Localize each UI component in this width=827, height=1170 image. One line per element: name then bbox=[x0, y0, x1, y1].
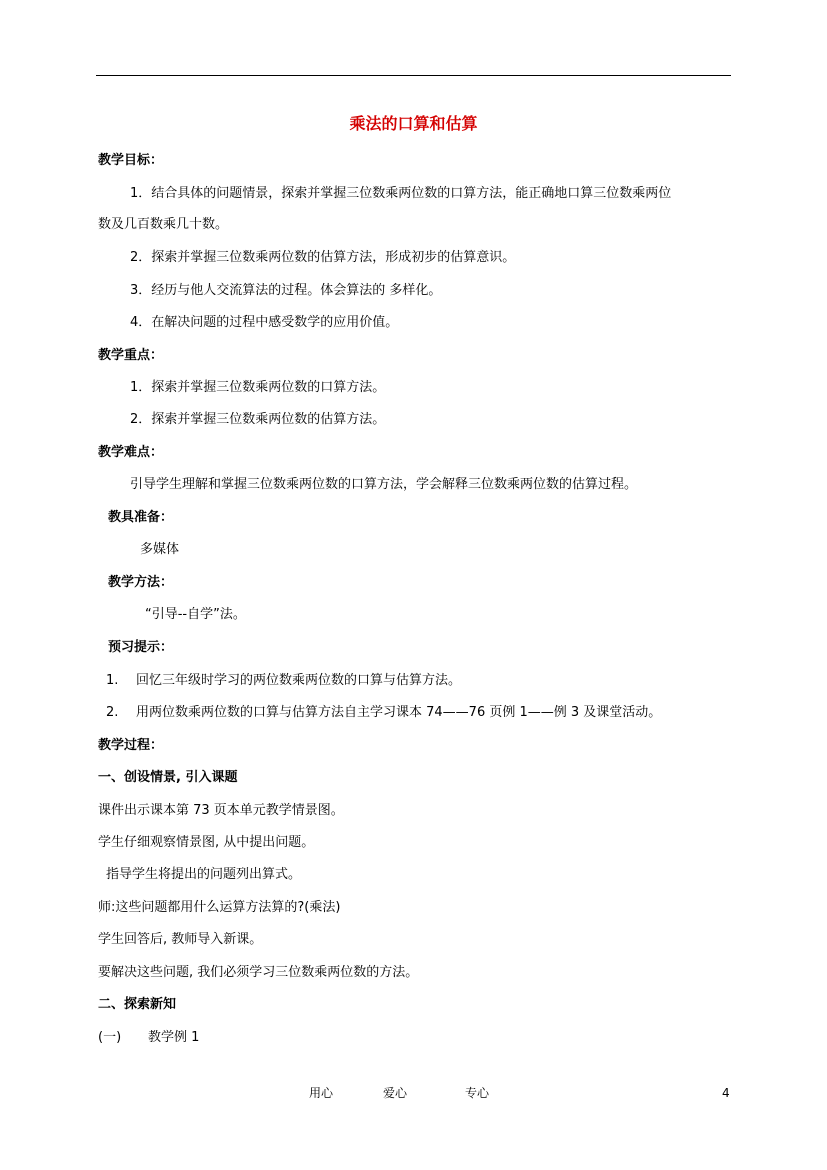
objective-item-3: 3．经历与他人交流算法的过程。体会算法的 多样化。 bbox=[130, 283, 442, 298]
footer-item-3: 专心 bbox=[465, 1086, 490, 1100]
objective-item-4: 4．在解决问题的过程中感受数学的应用价值。 bbox=[130, 315, 399, 330]
page-number: 4 bbox=[722, 1086, 730, 1100]
document-title: 乘法的口算和估算 bbox=[349, 114, 478, 133]
key-point-item-1: 1．探索并掌握三位数乘两位数的口算方法。 bbox=[130, 380, 386, 395]
objectives-heading: 教学目标： bbox=[98, 153, 164, 168]
method-text: “引导--自学”法。 bbox=[145, 607, 246, 622]
preview-item-2-text: 用两位数乘两位数的口算与估算方法自主学习课本 74——76 页例 1——例 3 及课堂活动。 bbox=[136, 705, 662, 720]
process-line-1: 课件出示课本第 73 页本单元教学情景图。 bbox=[98, 803, 344, 818]
process-line-5: 学生回答后, 教师导入新课。 bbox=[98, 932, 263, 947]
footer-item-1: 用心 bbox=[309, 1086, 334, 1100]
preview-item-1-text: 回忆三年级时学习的两位数乘两位数的口算与估算方法。 bbox=[136, 673, 462, 688]
process-part2-heading: 二、探索新知 bbox=[98, 997, 177, 1012]
difficulties-text: 引导学生理解和掌握三位数乘两位数的口算方法，学会解释三位数乘两位数的估算过程。 bbox=[130, 477, 638, 492]
footer-item-2: 爱心 bbox=[383, 1086, 408, 1100]
objective-item-2: 2．探索并掌握三位数乘两位数的估算方法，形成初步的估算意识。 bbox=[130, 250, 516, 265]
process-line-4: 师:这些问题都用什么运算方法算的?(乘法) bbox=[98, 900, 341, 915]
process-part1-heading: 一、创设情景, 引入课题 bbox=[98, 770, 238, 785]
key-points-heading: 教学重点： bbox=[98, 348, 164, 363]
objective-item-1: 1．结合具体的问题情景，探索并掌握三位数乘两位数的口算方法，能正确地口算三位数乘两位 bbox=[130, 186, 672, 201]
process-sub-text: 教学例 1 bbox=[148, 1030, 200, 1045]
header-rule bbox=[96, 75, 731, 76]
preview-item-1-number: 1. bbox=[106, 673, 119, 688]
process-heading: 教学过程： bbox=[98, 738, 164, 753]
key-point-item-2: 2．探索并掌握三位数乘两位数的估算方法。 bbox=[130, 412, 386, 427]
difficulties-heading: 教学难点： bbox=[98, 445, 164, 460]
objective-item-1-cont: 数及几百数乘几十数。 bbox=[98, 217, 229, 232]
materials-heading: 教具准备： bbox=[108, 510, 174, 525]
process-line-2: 学生仔细观察情景图, 从中提出问题。 bbox=[98, 835, 315, 850]
process-line-6: 要解决这些问题, 我们必须学习三位数乘两位数的方法。 bbox=[98, 965, 419, 980]
process-line-3: 指导学生将提出的问题列出算式。 bbox=[106, 867, 302, 882]
materials-text: 多媒体 bbox=[140, 542, 180, 557]
method-heading: 教学方法： bbox=[108, 575, 174, 590]
preview-heading: 预习提示： bbox=[108, 640, 174, 655]
process-sub-number: (一) bbox=[98, 1030, 122, 1045]
preview-item-2-number: 2. bbox=[106, 705, 119, 720]
